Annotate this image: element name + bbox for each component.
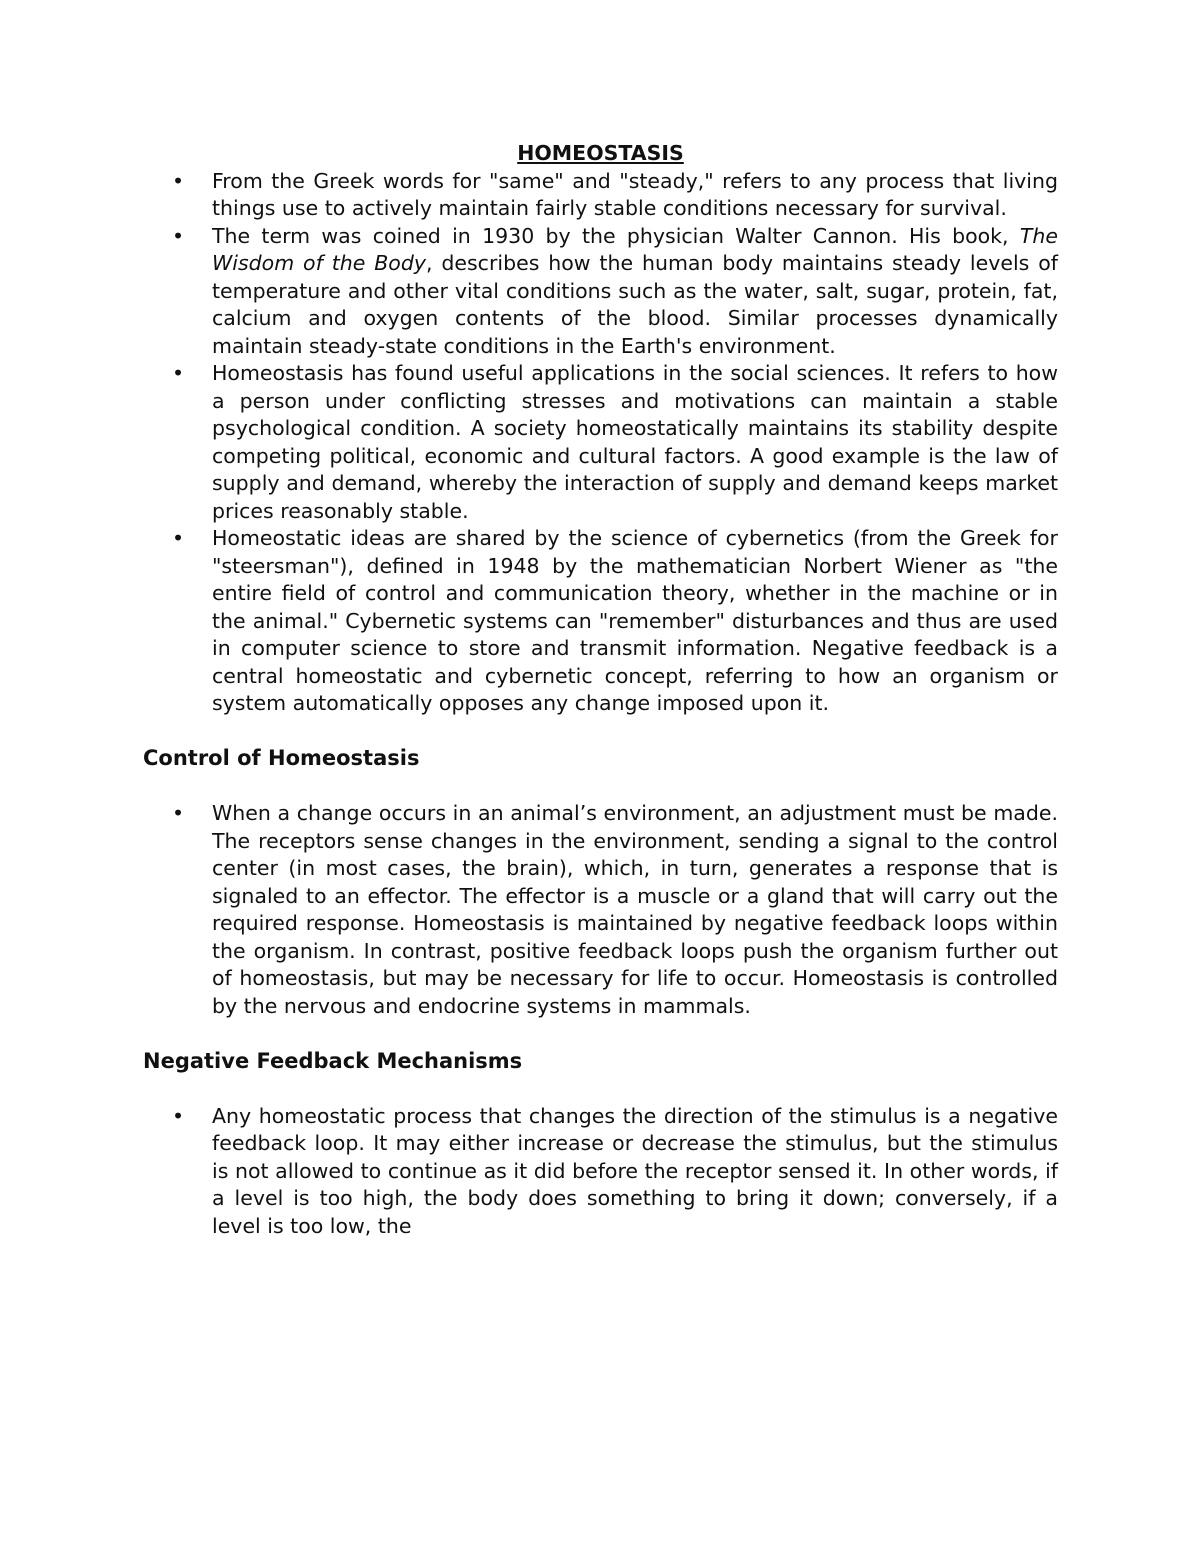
- negative-feedback-bullet-list: [143, 1103, 1058, 1241]
- document-title: HOMEOSTASIS: [517, 141, 684, 165]
- intro-bullet-list: [143, 168, 1058, 718]
- section-heading-negative-feedback: Negative Feedback Mechanisms: [143, 1048, 523, 1073]
- list-item: [143, 168, 1058, 223]
- bullet-text: Homeostatic ideas are shared by the science of cybernetics (from the Greek for "steersman"), defined in 1948 by the mathematician Norbert Wiener as "the entire field of control and communication theory, whether in the machine or in the animal." Cybernetic systems can "remember" disturbances and thus are used in computer science to store and transmit information. Negative feedback is a central homeostatic and cybernetic concept, referring to how an organism or system automatically opposes any change imposed upon it.: [212, 526, 1058, 715]
- spacer: [143, 1020, 1058, 1048]
- bullet-icon: •: [172, 801, 185, 825]
- list-item: [143, 223, 1058, 361]
- bullet-icon: •: [172, 223, 185, 248]
- list-item: [143, 800, 1058, 1020]
- bullet-text: Homeostasis has found useful applications in the social sciences. It refers to how a person under conflicting stresses and motivations can maintain a stable psychological condition. A society homeostatically maintains its stability despite competing political, economic and cultural factors. A good example is the law of supply and demand, whereby the interaction of supply and demand keeps market prices reasonably stable.: [212, 361, 1058, 523]
- spacer: [143, 773, 1058, 801]
- bullet-text: From the Greek words for "same" and "steady," refers to any process that living things use to actively maintain fairly stable conditions necessary for survival.: [212, 168, 1058, 220]
- bullet-icon: •: [172, 1103, 185, 1128]
- list-item: [143, 1103, 1058, 1241]
- bullet-text: When a change occurs in an animal’s environment, an adjustment must be made. The receptors sense changes in the environment, sending a signal to the control center (in most cases, the brain), which, in turn, generates a response that is signaled to an effector. The effector is a muscle or a gland that will carry out the required response. Homeostasis is maintained by negative feedback loops within the organism. In contrast, positive feedback loops push the organism further out of homeostasis, but may be necessary for life to occur. Homeostasis is controlled by the nervous and endocrine systems in mammals.: [212, 801, 1058, 1018]
- bullet-text-before: The term was coined in 1930 by the physician Walter Cannon. His book,: [212, 223, 1020, 248]
- bullet-icon: •: [172, 526, 185, 550]
- control-bullet-list: [143, 800, 1058, 1020]
- spacer: [143, 1075, 1058, 1103]
- book-title: The Wisdom of the Body: [212, 223, 1058, 275]
- bullet-icon: •: [172, 168, 185, 193]
- bullet-icon: •: [172, 361, 185, 385]
- list-item: [143, 525, 1058, 718]
- spacer: [143, 718, 1058, 746]
- section-heading-control: Control of Homeostasis: [143, 746, 420, 770]
- bullet-text-after: , describes how the human body maintains steady levels of temperature and other vital conditions such as the water, salt, sugar, protein, fat, calcium and oxygen contents of the blood. Similar processes dynamically maintain steady-state conditions in the Earth's environment.: [212, 251, 1058, 358]
- bullet-text: Any homeostatic process that changes the direction of the stimulus is a negative feedback loop. It may either increase or decrease the stimulus, but the stimulus is not allowed to continue as it did before the receptor sensed it. In other words, if a level is too high, the body does something to bring it down; conversely, if a level is too low, the: [212, 1103, 1058, 1238]
- list-item: [143, 360, 1058, 525]
- document-page: [143, 140, 1058, 1240]
